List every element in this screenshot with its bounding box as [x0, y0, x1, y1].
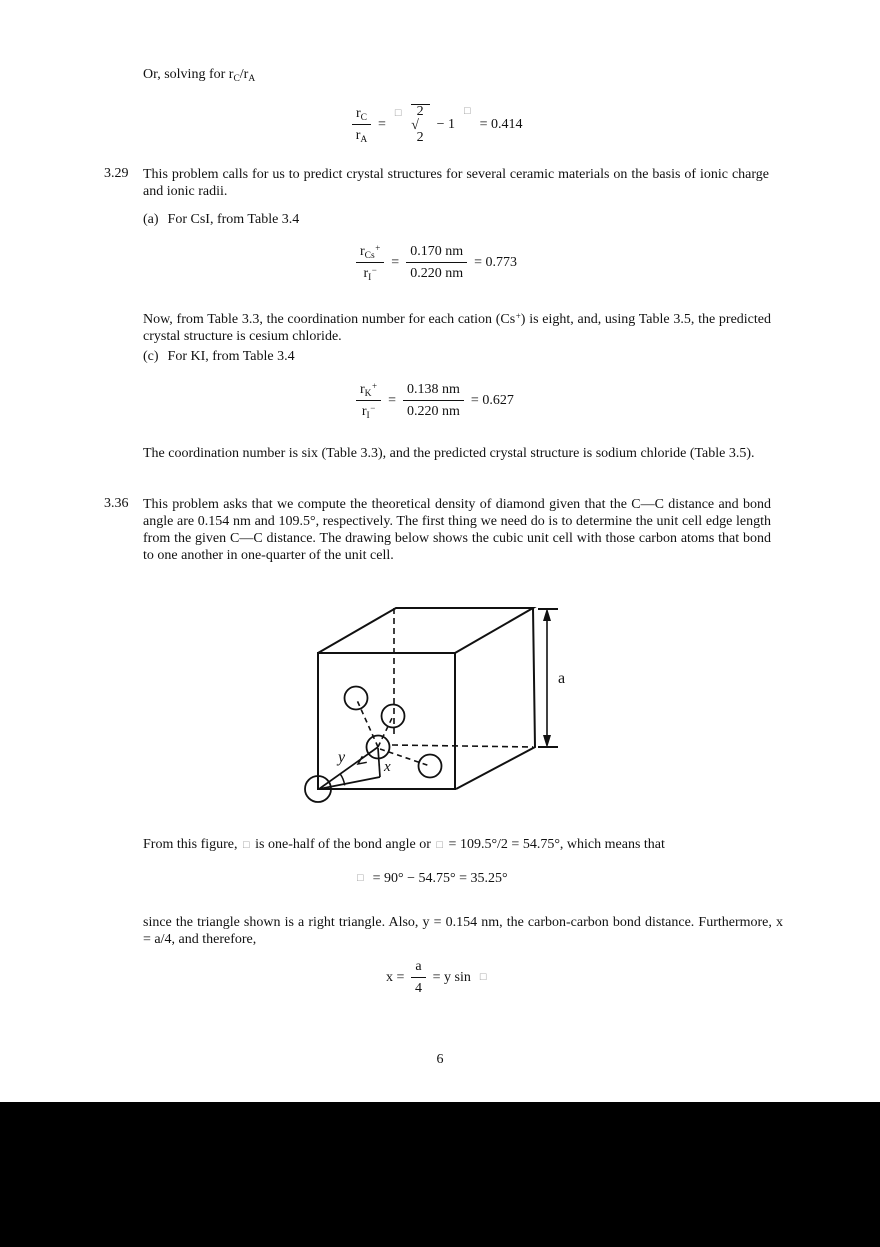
minus-one: − 1: [436, 117, 455, 133]
item-a: [143, 212, 299, 228]
x-equals: x =: [386, 970, 405, 985]
missing-glyph-icon: □: [436, 839, 444, 851]
equation-ki-ratio: [356, 381, 514, 420]
equation-radius-ratio: [352, 104, 523, 146]
sub-cation: C: [360, 113, 368, 124]
sqrt2-over-2: 2 √ 2: [411, 104, 430, 146]
y-label: y: [338, 749, 346, 766]
scan-black-area: [0, 1102, 880, 1247]
intro-line: [143, 66, 255, 83]
rhs-fraction: $\frac{0.170 nm}{0.220 nm}$: [406, 243, 467, 282]
a-over-4: $\frac{a}{4}$: [411, 958, 425, 997]
edge-length-label: a: [558, 670, 566, 687]
item-c: [143, 349, 295, 365]
result-value: = 0.773: [474, 255, 517, 270]
rhs-fraction: $\frac{0.138 nm}{0.220 nm}$: [403, 381, 464, 420]
dimension-arrow: [538, 608, 558, 748]
y-sin-text: = y sin: [432, 970, 471, 985]
r-cation: r: [356, 106, 361, 122]
equals-sign: =: [388, 393, 397, 408]
item-c-label: (c): [143, 349, 159, 364]
problem-3-29-text: This problem calls for us to predict crystal structures for several ceramic materials on the basis of ionic charge and ionic radii.: [143, 167, 769, 199]
unit-cell-figure: [278, 596, 590, 811]
missing-glyph-icon: □: [463, 105, 471, 118]
lhs-fraction: $\frac{r_K^+}{r_I^-}$: [356, 381, 381, 420]
result-value: = 0.414: [479, 117, 523, 133]
intro-text: Or, solving for r: [143, 67, 234, 82]
equation-phi: [355, 870, 508, 887]
atom-upper-mid: [382, 705, 405, 728]
x-label: x: [384, 759, 391, 775]
problem-number-3-36: 3.36: [104, 496, 129, 511]
equation-x: [386, 958, 489, 997]
bond-triangle: [319, 747, 380, 789]
atom-upper-left: [345, 687, 368, 710]
item-a-text: For CsI, from Table 3.4: [167, 212, 300, 227]
item-a-label: (a): [143, 212, 159, 227]
ki-conclusion-text: The coordination number is six (Table 3.3), and the predicted crystal structure is sodium chloride (Table 3.5).: [143, 446, 755, 461]
missing-glyph-icon: □: [479, 971, 487, 983]
sub-c: C: [233, 74, 240, 84]
missing-glyph-icon: □: [243, 839, 250, 851]
csi-conclusion-text: Now, from Table 3.3, the coordination number for each cation (Cs+) is eight, and, using Table 3.5, the predicted crystal structure is cesium chloride.: [143, 311, 772, 344]
page-number: 6: [436, 1052, 444, 1067]
cube-outline: [318, 608, 535, 789]
item-c-text: For KI, from Table 3.4: [167, 349, 295, 364]
problem-number-3-29: 3.29: [104, 166, 129, 181]
lhs-fraction: [352, 105, 371, 144]
atom-right: [419, 755, 442, 778]
lhs-fraction: $\frac{r_{Cs}^+}{r_I^-}$: [356, 243, 384, 282]
since-triangle-text: since the triangle shown is a right triangle. Also, y = 0.154 nm, the carbon-carbon bond distance. Furthermore, x = a/4, and therefore,: [143, 915, 783, 947]
sub-anion: A: [360, 135, 368, 146]
intro-slash: /r: [239, 67, 249, 82]
equals-sign: =: [391, 255, 400, 270]
r-anion: r: [355, 128, 361, 144]
sub-a: A: [248, 74, 256, 84]
equals-sign: =: [378, 117, 386, 133]
phi-equation-text: = 90° − 54.75° = 35.25°: [372, 871, 508, 886]
from-figure-text: From this figure, □ is one-half of the bond angle or □ = 109.5°/2 = 54.75°, which means that: [143, 837, 665, 852]
equation-csi-ratio: [356, 243, 517, 282]
problem-3-36-text: This problem asks that we compute the theoretical density of diamond given that the C—C distance and bond angle are 0.154 nm and 109.5°, respectively. The first thing we need do is to determine the unit cell edge length from the given C—C distance. The drawing below shows the cubic unit cell with those carbon atoms that bond to one another in one-quarter of the unit cell.: [143, 497, 771, 563]
missing-glyph-icon: □: [357, 872, 364, 884]
hidden-edges: [392, 608, 533, 747]
radical-sign: √: [411, 117, 419, 133]
result-value: = 0.627: [470, 393, 514, 408]
missing-glyph-icon: □: [394, 107, 402, 120]
